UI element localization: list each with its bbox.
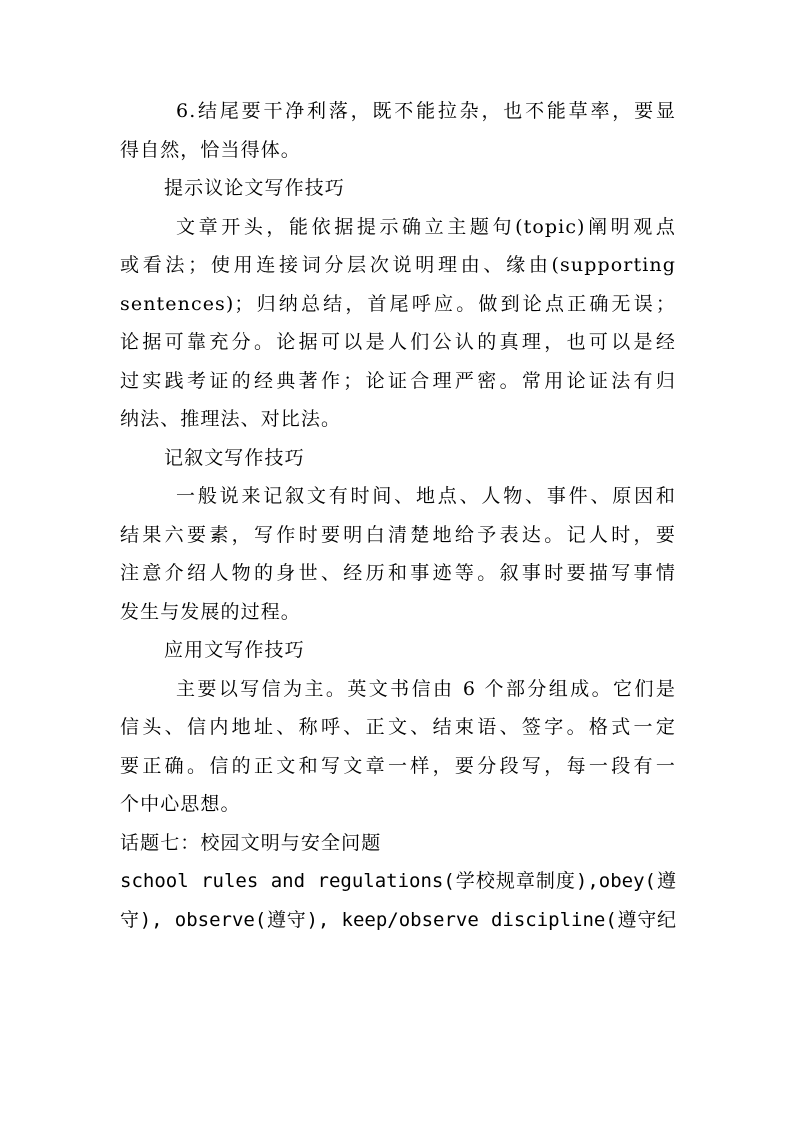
paragraph-line: 或看法；使用连接词分层次说明理由、缘由(supporting — [120, 254, 676, 276]
paragraph-line: 文章开头，能依据提示确立主题句(topic)阐明观点 — [176, 215, 676, 238]
paragraph-line: 6.结尾要干净利落，既不能拉杂，也不能草率，要显 — [176, 100, 676, 122]
section-heading: 记叙文写作技巧 — [164, 446, 305, 469]
section-heading: 提示议论文写作技巧 — [164, 177, 345, 199]
paragraph-line: 个中心思想。 — [120, 793, 241, 815]
section-heading: 应用文写作技巧 — [164, 639, 305, 661]
paragraph-line: sentences)；归纳总结，首尾呼应。做到论点正确无误； — [120, 292, 676, 315]
paragraph-line: 发生与发展的过程。 — [120, 600, 301, 623]
paragraph-line: 结果六要素，写作时要明白清楚地给予表达。记人时，要 — [120, 523, 676, 546]
paragraph-line: 主要以写信为主。英文书信由 6 个部分组成。它们是 — [176, 677, 676, 700]
paragraph-line: 论据可靠充分。论据可以是人们公认的真理，也可以是经 — [120, 331, 676, 353]
document-page — [120, 92, 676, 939]
paragraph-line: 要正确。信的正文和写文章一样，要分段写，每一段有一 — [120, 754, 676, 777]
paragraph-line: 纳法、推理法、对比法。 — [120, 408, 342, 430]
paragraph-line: school rules and regulations(学校规章制度),obey(遵 — [120, 870, 676, 892]
paragraph-line: 守), observe(遵守), keep/observe discipline(遵守纪 — [120, 908, 676, 931]
paragraph-line: 得自然，恰当得体。 — [120, 138, 301, 161]
topic-heading: 话题七：校园文明与安全问题 — [120, 831, 382, 854]
paragraph-line: 过实践考证的经典著作；论证合理严密。常用论证法有归 — [120, 369, 676, 392]
paragraph-line: 一般说来记叙文有时间、地点、人物、事件、原因和 — [176, 485, 676, 507]
paragraph-line: 注意介绍人物的身世、经历和事迹等。叙事时要描写事情 — [120, 562, 676, 584]
paragraph-line: 信头、信内地址、称呼、正文、结束语、签字。格式一定 — [120, 716, 676, 738]
